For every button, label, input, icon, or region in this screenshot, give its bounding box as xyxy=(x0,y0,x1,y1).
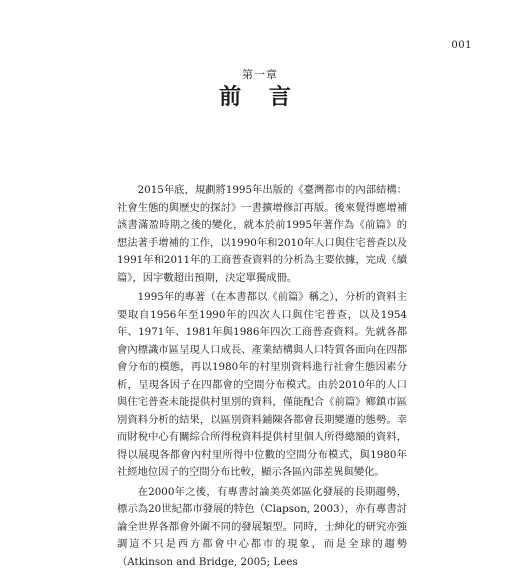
paragraph: 1995年的專著（在本書都以《前篇》稱之），分析的資料主要取自1956年至1990年的四次人口與住宅普查，以及1954年、1971年、1981年與1986年四次工商普查資料。先就各都會內標識市區呈現人口成長、產業結構與人口特質各面向在四都會分布的模態，再以1980年的村里別資料進行社會生態因素分析，呈現各因子在四都會的空間分布模式。由於2010年的人口與住宅普查未能提供村里別的資料，僅能配合《前篇》鄉鎮市區別資料分析的結果，以區別資料鋪陳各都會長期變遷的態勢。幸而財稅中心有關綜合所得稅資料提供村里個人所得總額的資料，得以展現各都會內村里所得中位數的空間分布模式，與1980年社經地位因子的空間分布比較，顯示各區內部差異與變化。 xyxy=(117,291,407,478)
chapter-title: 前 言 xyxy=(219,84,301,110)
chapter-label: 第一章 xyxy=(242,68,278,81)
paragraph: 2015年底，規劃將1995年出版的《臺灣都市的內部結構：社會生態的與歷史的探討》一書擴增修訂再版。後來覺得應增補該書滿盈時期之後的變化，就本於前1995年著作為《前篇》的想法著手增補的工作，以1990年和2010年人口與住宅普查以及1991年和2011年的工商普查資料的分析為主要依據，完成《續篇》，因字數超出預期，決定單獨成冊。 xyxy=(117,184,407,284)
paragraph: 在2000年之後，有專書討論美英郊區化發展的長期趨勢，標示為20世紀都市發展的特色（Clapson, 2003），亦有專書討論全世界各都會外圍不同的發展類型。同時，士紳化的研究亦強調這不只是西方都會中心都市的現象，而是全球的趨勢（Atkinson and Bridge, 2005; Lees xyxy=(117,485,407,568)
body-text xyxy=(117,182,407,573)
page-number: 001 xyxy=(451,40,472,51)
